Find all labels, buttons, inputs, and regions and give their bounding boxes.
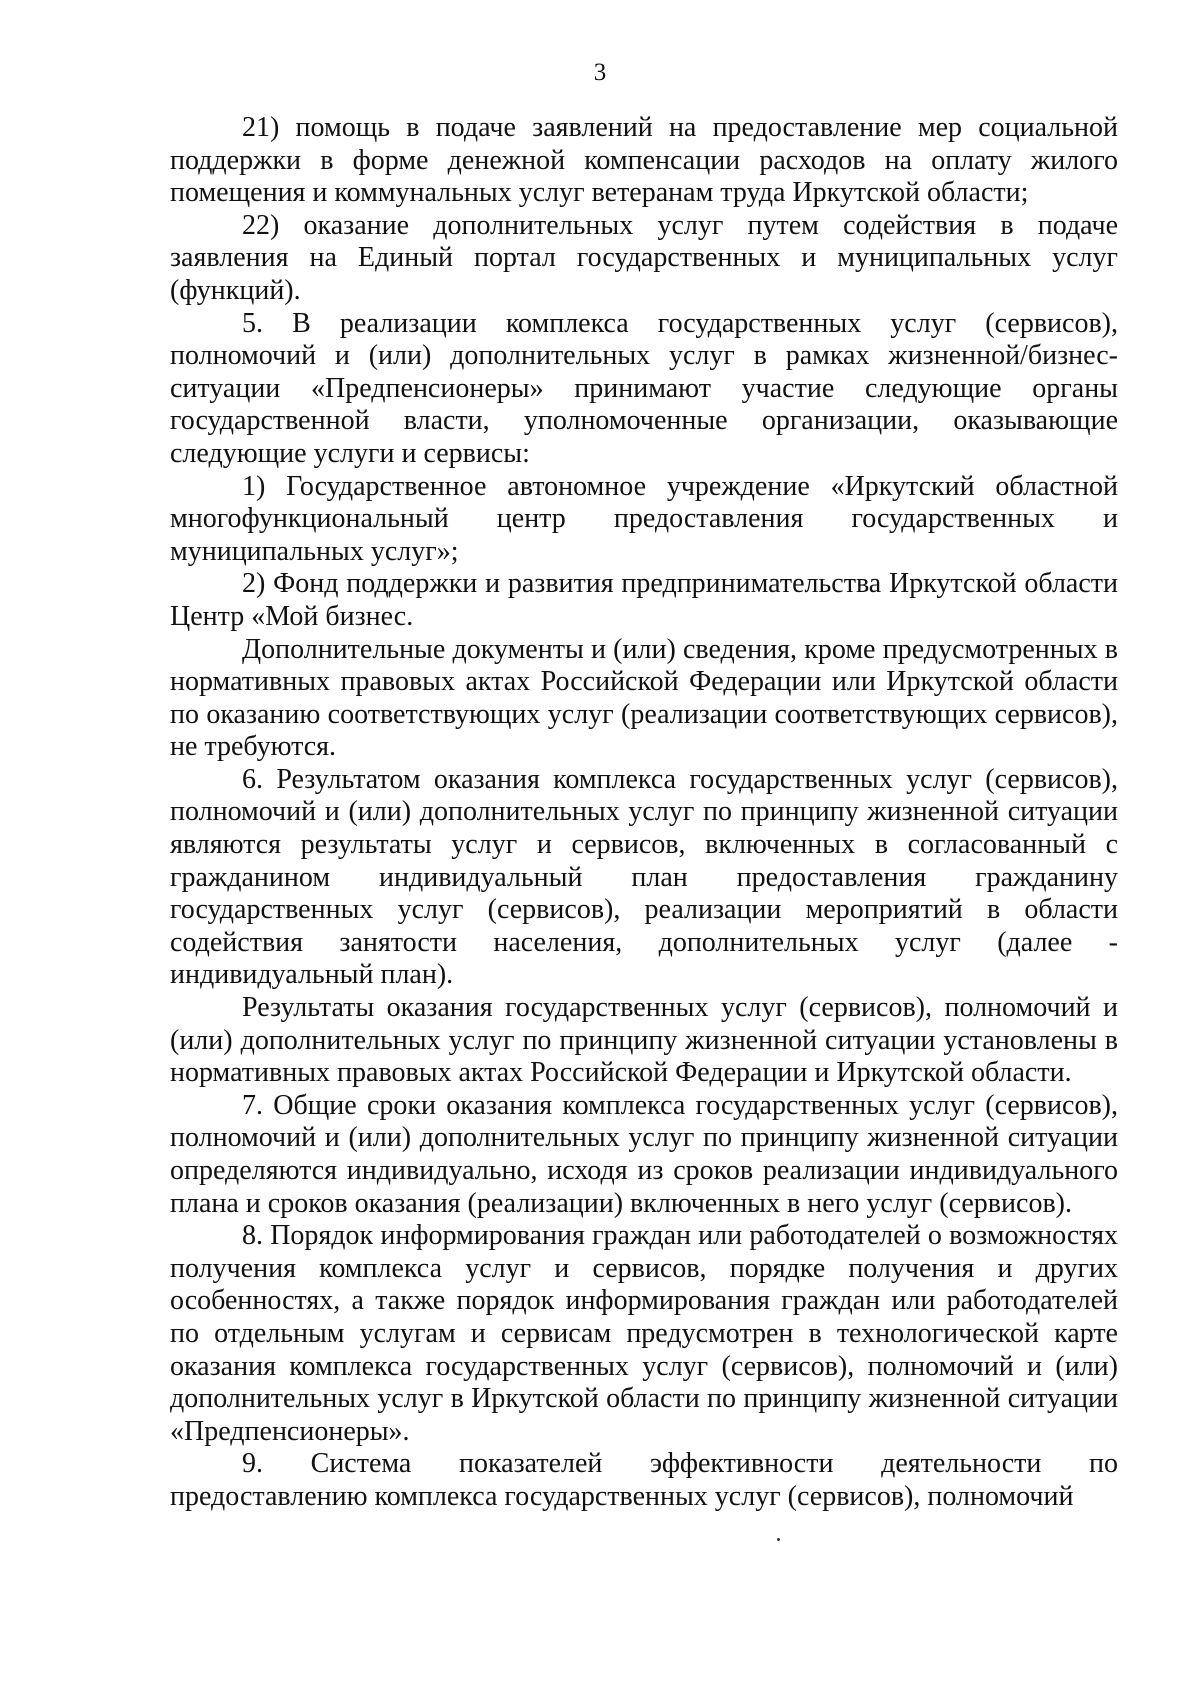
list-item-2: 2) Фонд поддержки и развития предпринимательства Иркутской области Центр «Мой бизнес. (170, 568, 1118, 632)
section-8-paragraph: 8. Порядок информирования граждан или работодателей о возможностях получения комплекса услуг и сервисов, порядке получения и других особенностях, а также порядок информирования граждан или работодателей по отдельным услугам и сервисам предусмотрен в технологической карте оказания комплекса государственных услуг (сервисов), полномочий и (или) дополнительных услуг в Иркутской области по принципу жизненной ситуации «Предпенсионеры». (170, 1220, 1118, 1447)
section-7-paragraph: 7. Общие сроки оказания комплекса государственных услуг (сервисов), полномочий и (или) дополнительных услуг по принципу жизненной ситуации определяются индивидуально, исходя из сроков реализации индивидуального плана и сроков оказания (реализации) включенных в него услуг (сервисов). (170, 1089, 1118, 1219)
section-5-paragraph: 5. В реализации комплекса государственных услуг (сервисов), полномочий и (или) дополнительных услуг в рамках жизненной/бизнес-ситуации «Предпенсионеры» принимают участие следующие органы государственной власти, уполномоченные организации, оказывающие следующие услуги и сервисы: (170, 307, 1118, 469)
document-body (170, 112, 1118, 1514)
section-9-paragraph: 9. Система показателей эффективности деятельности по предоставлению комплекса государственных услуг (сервисов), полномочий (170, 1448, 1118, 1512)
page-number: 3 (593, 59, 607, 86)
list-item-21: 21) помощь в подаче заявлений на предоставление мер социальной поддержки в форме денежной компенсации расходов на оплату жилого помещения и коммунальных услуг ветеранам труда Иркутской области; (170, 112, 1118, 209)
scan-speck (777, 1538, 780, 1541)
list-item-1: 1) Государственное автономное учреждение «Иркутский областной многофункциональный центр предоставления государственных и муниципальных услуг»; (170, 470, 1118, 567)
list-item-22: 22) оказание дополнительных услуг путем содействия в подаче заявления на Единый портал государственных и муниципальных услуг (функций). (170, 209, 1118, 306)
results-paragraph: Результаты оказания государственных услуг (сервисов), полномочий и (или) дополнительных услуг по принципу жизненной ситуации установлены в нормативных правовых актах Российской Федерации и Иркутской области. (170, 992, 1118, 1089)
section-6-paragraph: 6. Результатом оказания комплекса государственных услуг (сервисов), полномочий и (или) дополнительных услуг по принципу жизненной ситуации являются результаты услуг и сервисов, включенных в согласованный с гражданином индивидуальный план предоставления гражданину государственных услуг (сервисов), реализации мероприятий в области содействия занятости населения, дополнительных услуг (далее - индивидуальный план). (170, 763, 1118, 991)
additional-documents-paragraph: Дополнительные документы и (или) сведения, кроме предусмотренных в нормативных правовых актах Российской Федерации или Иркутской области по оказанию соответствующих услуг (реализации соответствующих сервисов), не требуются. (170, 633, 1118, 763)
